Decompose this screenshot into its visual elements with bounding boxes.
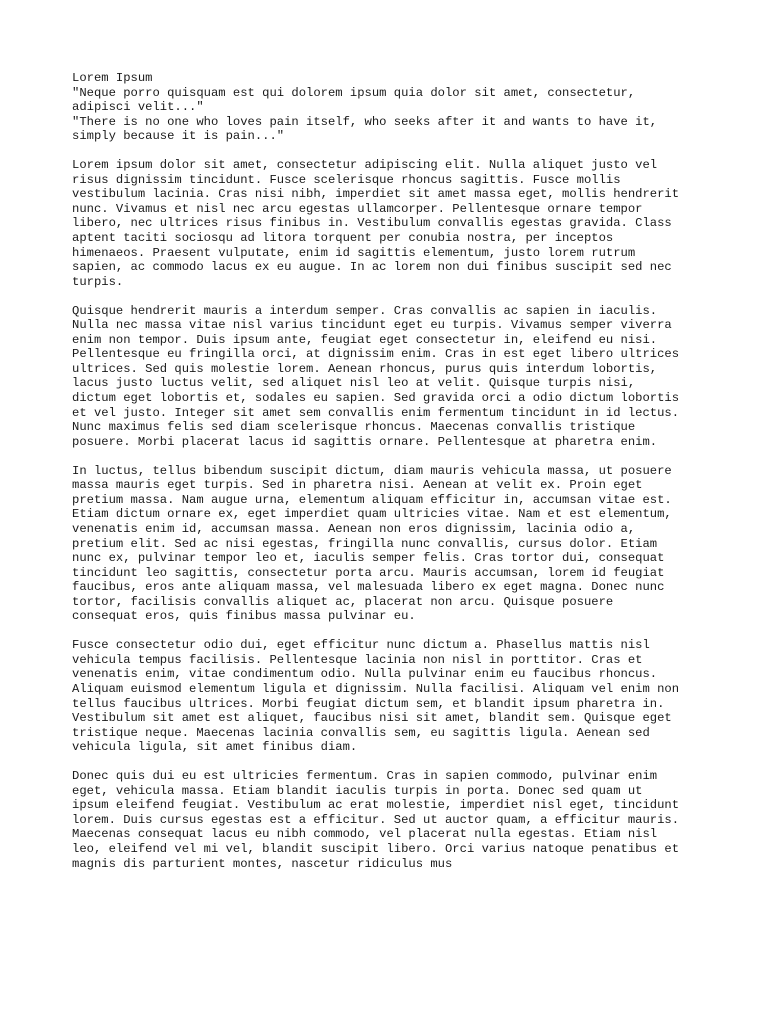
text-line: enim non tempor. Duis ipsum ante, feugiat eget consectetur in, eleifend eu nisi. xyxy=(72,332,658,347)
text-line: eget, vehicula massa. Etiam blandit iaculis turpis in porta. Donec sed quam ut xyxy=(72,783,643,798)
paragraph-3 xyxy=(72,464,712,624)
paragraph-2 xyxy=(72,304,712,449)
text-line: libero, nec ultrices risus finibus in. Vestibulum convallis egestas gravida. Class xyxy=(72,216,672,231)
text-line: Donec quis dui eu est ultricies fermentum. Cras in sapien commodo, pulvinar enim xyxy=(72,769,658,784)
text-line: faucibus, eros ante aliquam massa, vel malesuada libero ex eget magna. Donec nunc xyxy=(72,580,665,595)
text-line: venenatis enim, vitae condimentum odio. Nulla pulvinar enim eu faucibus rhoncus. xyxy=(72,667,658,682)
paragraph-4 xyxy=(72,638,712,754)
text-line: Aliquam euismod elementum ligula et dignissim. Nulla facilisi. Aliquam vel enim non xyxy=(72,681,680,696)
document-page xyxy=(72,71,712,886)
text-line: pretium elit. Sed ac nisi egestas, fringilla nunc convallis, cursus dolor. Etiam xyxy=(72,536,658,551)
text-line: tincidunt leo sagittis, consectetur porta arcu. Mauris accumsan, lorem id feugiat xyxy=(72,565,665,580)
text-line: aptent taciti sociosqu ad litora torquent per conubia nostra, per inceptos xyxy=(72,231,614,246)
text-line: posuere. Morbi placerat lacus id sagittis ornare. Pellentesque at pharetra enim. xyxy=(72,434,658,449)
text-line: lacus justo luctus velit, sed aliquet nisl leo at velit. Quisque turpis nisi, xyxy=(72,376,636,391)
quote-line: "There is no one who loves pain itself, who seeks after it and wants to have it, xyxy=(72,114,658,129)
quote-line: simply because it is pain..." xyxy=(72,129,285,144)
text-line: Pellentesque eu fringilla orci, at dignissim enim. Cras in est eget libero ultrices xyxy=(72,347,680,362)
paragraph-5 xyxy=(72,769,712,871)
quote-line: "Neque porro quisquam est qui dolorem ipsum quia dolor sit amet, consectetur, xyxy=(72,85,636,100)
text-line: ultrices. Sed quis molestie lorem. Aenean rhoncus, purus quis interdum lobortis, xyxy=(72,361,658,376)
text-line: himenaeos. Praesent vulputate, enim id sagittis elementum, justo lorem rutrum xyxy=(72,245,636,260)
text-line: magnis dis parturient montes, nascetur ridiculus mus xyxy=(72,856,453,871)
text-line: lorem. Duis cursus egestas est a efficitur. Sed ut auctor quam, a efficitur mauris. xyxy=(72,812,680,827)
paragraph-1 xyxy=(72,158,712,289)
text-line: turpis. xyxy=(72,274,124,289)
text-line: tellus faucibus ultrices. Morbi feugiat dictum sem, et blandit ipsum pharetra in. xyxy=(72,696,665,711)
text-line: venenatis enim id, accumsan massa. Aenean non eros dignissim, lacinia odio a, xyxy=(72,521,636,536)
text-line: Vestibulum sit amet est aliquet, faucibus nisi sit amet, blandit sem. Quisque eget xyxy=(72,711,672,726)
text-line: Quisque hendrerit mauris a interdum semper. Cras convallis ac sapien in iaculis. xyxy=(72,303,658,318)
text-line: leo, eleifend vel mi vel, blandit suscipit libero. Orci varius natoque penatibus et xyxy=(72,841,680,856)
text-line: tortor, facilisis convallis aliquet ac, placerat non arcu. Quisque posuere xyxy=(72,594,614,609)
text-line: Etiam dictum ornare ex, eget imperdiet quam ultricies vitae. Nam et est elementum, xyxy=(72,507,672,522)
quote-line: adipisci velit..." xyxy=(72,100,204,115)
text-line: Fusce consectetur odio dui, eget efficitur nunc dictum a. Phasellus mattis nisl xyxy=(72,638,650,653)
text-line: consequat eros, quis finibus massa pulvinar eu. xyxy=(72,609,416,624)
text-line: tristique neque. Maecenas lacinia convallis sem, eu sagittis ligula. Aenean sed xyxy=(72,725,650,740)
text-line: Maecenas consequat lacus eu nibh commodo, vel placerat nulla egestas. Etiam nisl xyxy=(72,827,658,842)
text-line: massa mauris eget turpis. Sed in pharetra nisi. Aenean at velit ex. Proin eget xyxy=(72,478,643,493)
text-line: In luctus, tellus bibendum suscipit dictum, diam mauris vehicula massa, ut posuere xyxy=(72,463,672,478)
text-line: Nunc maximus felis sed diam scelerisque rhoncus. Maecenas convallis tristique xyxy=(72,420,636,435)
text-line: vestibulum lacinia. Cras nisi nibh, imperdiet sit amet massa eget, mollis hendrerit xyxy=(72,187,680,202)
text-line: ipsum eleifend feugiat. Vestibulum ac erat molestie, imperdiet nisl eget, tincidunt xyxy=(72,798,680,813)
text-line: sapien, ac commodo lacus ex eu augue. In ac lorem non dui finibus suscipit sed nec xyxy=(72,260,672,275)
text-line: dictum eget lobortis et, sodales eu sapien. Sed gravida orci a odio dictum lobortis xyxy=(72,391,680,406)
text-line: risus dignissim tincidunt. Fusce scelerisque rhoncus sagittis. Fusce mollis xyxy=(72,172,621,187)
text-line: nunc ex, pulvinar tempor leo et, iaculis semper felis. Cras tortor dui, consequat xyxy=(72,551,665,566)
text-line: et vel justo. Integer sit amet sem convallis enim fermentum tincidunt in id lectus. xyxy=(72,405,680,420)
text-line: vehicula ligula, sit amet finibus diam. xyxy=(72,740,358,755)
document-title: Lorem Ipsum xyxy=(72,71,153,85)
text-line: Lorem ipsum dolor sit amet, consectetur adipiscing elit. Nulla aliquet justo vel xyxy=(72,158,658,173)
document-header xyxy=(72,71,712,144)
text-line: vehicula tempus facilisis. Pellentesque lacinia non nisl in porttitor. Cras et xyxy=(72,652,643,667)
text-line: Nulla nec massa vitae nisl varius tincidunt eget eu turpis. Vivamus semper viverra xyxy=(72,318,672,333)
text-line: pretium massa. Nam augue urna, elementum aliquam efficitur in, accumsan vitae est. xyxy=(72,492,672,507)
text-line: nunc. Vivamus et nisl nec arcu egestas ullamcorper. Pellentesque ornare tempor xyxy=(72,201,643,216)
